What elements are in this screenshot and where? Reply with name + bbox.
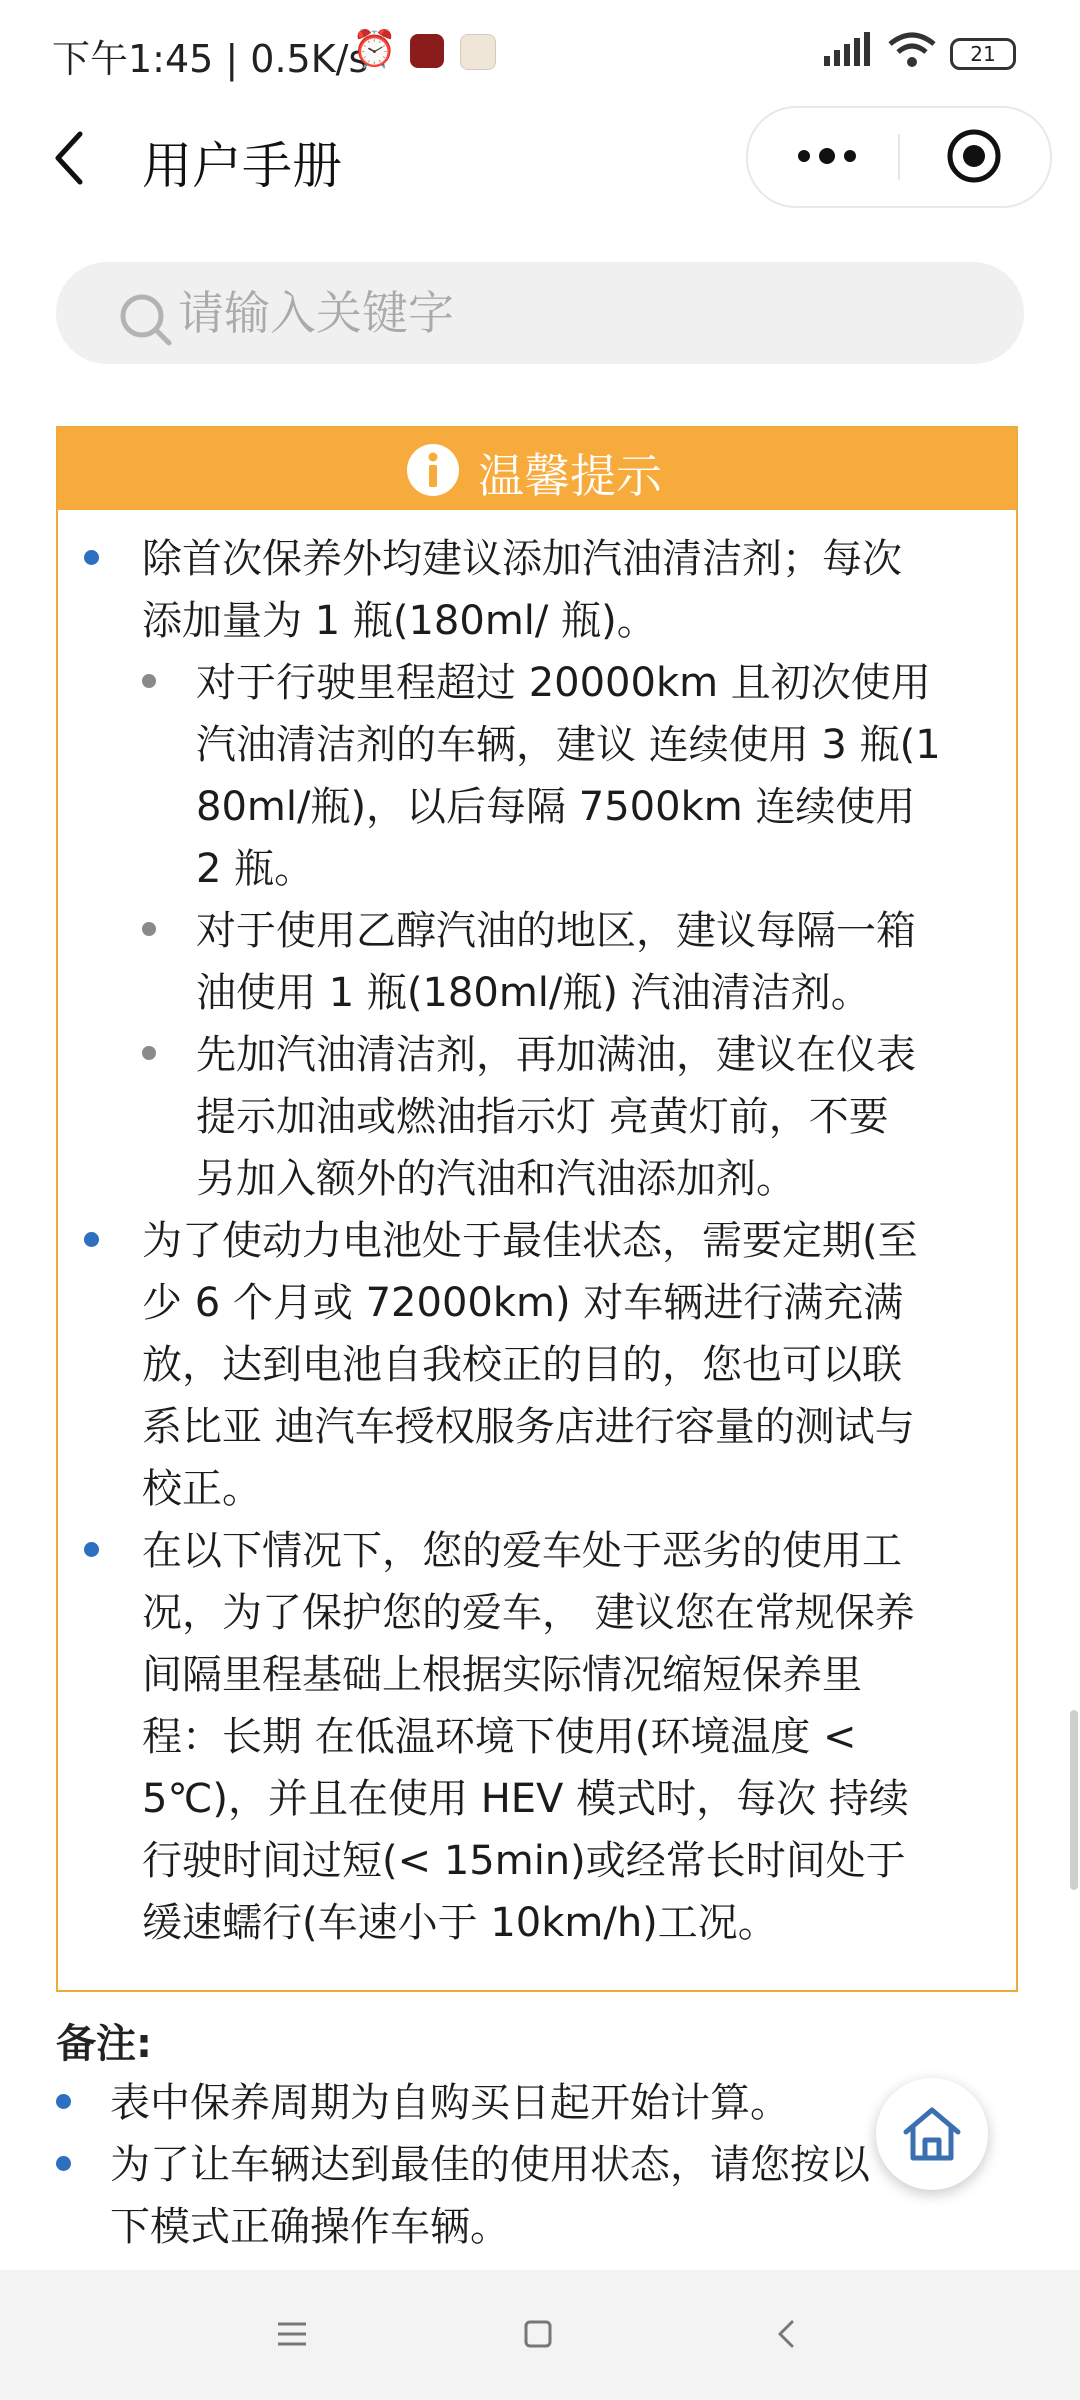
scrollbar[interactable] [1070, 1710, 1078, 1890]
back-icon[interactable] [766, 2314, 806, 2354]
app-notification-icon [410, 34, 444, 68]
tip-line: 添加量为 1 瓶(180ml/ 瓶)。 [142, 598, 657, 644]
tip-line: 少 6 个月或 72000km) 对车辆进行满充满 [142, 1280, 904, 1326]
tip-line: 校正。 [142, 1466, 262, 1512]
tip-line: 系比亚 迪汽车授权服务店进行容量的测试与 [142, 1404, 915, 1450]
home-icon [900, 2102, 964, 2166]
home-button[interactable] [876, 2078, 988, 2190]
bullet-dot [84, 550, 99, 565]
tip-line: 程：长期 在低温环境下使用(环境温度 < [142, 1714, 857, 1760]
tip-title: 温馨提示 [478, 449, 662, 503]
menu-icon[interactable] [272, 2314, 312, 2354]
wifi-icon [886, 30, 938, 70]
sub-bullet-dot [142, 1046, 156, 1060]
back-arrow-icon[interactable] [46, 126, 94, 190]
tip-line: 先加汽油清洁剂，再加满油，建议在仪表 [196, 1032, 916, 1078]
tip-line: 对于行驶里程超过 20000km 且初次使用 [196, 660, 931, 706]
status-bar [0, 0, 1080, 100]
tip-line: 2 瓶。 [196, 846, 315, 892]
more-dots-icon[interactable] [792, 138, 862, 174]
tip-line: 在以下情况下，您的爱车处于恶劣的使用工 [142, 1528, 902, 1574]
status-time: 下午1:45 | 0.5K/s [52, 37, 369, 81]
tip-line: 80ml/瓶)，以后每隔 7500km 连续使用 [196, 784, 916, 830]
tip-line: 另加入额外的汽油和汽油添加剂。 [196, 1156, 796, 1202]
tip-line: 况，为了保护您的爱车， 建议您在常规保养 [142, 1590, 915, 1636]
info-icon [406, 443, 460, 497]
tip-line: 油使用 1 瓶(180ml/瓶) 汽油清洁剂。 [196, 970, 871, 1016]
tip-line: 汽油清洁剂的车辆，建议 连续使用 3 瓶(1 [196, 722, 941, 768]
system-nav-bar [0, 2270, 1080, 2400]
signal-icon [820, 30, 876, 70]
alarm-icon: ⏰ [352, 29, 397, 70]
tip-line: 放，达到电池自我校正的目的，您也可以联 [142, 1342, 902, 1388]
bullet-dot [84, 1542, 99, 1557]
tip-line: 为了使动力电池处于最佳状态，需要定期(至 [142, 1218, 918, 1264]
bullet-dot [56, 2094, 71, 2109]
remark-line: 表中保养周期为自购买日起开始计算。 [110, 2080, 790, 2126]
tip-box [56, 426, 1018, 1992]
tip-line: 除首次保养外均建议添加汽油清洁剂；每次 [142, 536, 902, 582]
sub-bullet-dot [142, 674, 156, 688]
mini-program-capsule [746, 106, 1052, 208]
search-icon [116, 290, 174, 348]
bullet-dot [56, 2156, 71, 2171]
tip-header [58, 428, 1016, 510]
capsule-divider [898, 134, 900, 180]
target-icon[interactable] [946, 128, 1002, 184]
page-title: 用户手册 [142, 137, 342, 195]
remark-line: 为了让车辆达到最佳的使用状态，请您按以 [110, 2142, 870, 2188]
tip-line: 缓速蠕行(车速小于 10km/h)工况。 [142, 1900, 778, 1946]
battery-indicator: 21 [950, 38, 1016, 70]
bullet-dot [84, 1232, 99, 1247]
tip-line: 对于使用乙醇汽油的地区，建议每隔一箱 [196, 908, 916, 954]
tip-line: 行驶时间过短(< 15min)或经常长时间处于 [142, 1838, 906, 1884]
search-bar[interactable] [56, 262, 1024, 364]
tip-line: 间隔里程基础上根据实际情况缩短保养里 [142, 1652, 862, 1698]
remark-title: 备注: [56, 2021, 152, 2067]
sub-bullet-dot [142, 922, 156, 936]
tip-line: 提示加油或燃油指示灯 亮黄灯前，不要 [196, 1094, 889, 1140]
remark-line: 下模式正确操作车辆。 [110, 2204, 510, 2250]
tip-line: 5℃)，并且在使用 HEV 模式时，每次 持续 [142, 1776, 909, 1822]
app-notification-icon-2 [460, 34, 496, 70]
nav-bar [0, 100, 1080, 220]
search-input[interactable] [176, 276, 980, 350]
home-square-icon[interactable] [518, 2314, 558, 2354]
